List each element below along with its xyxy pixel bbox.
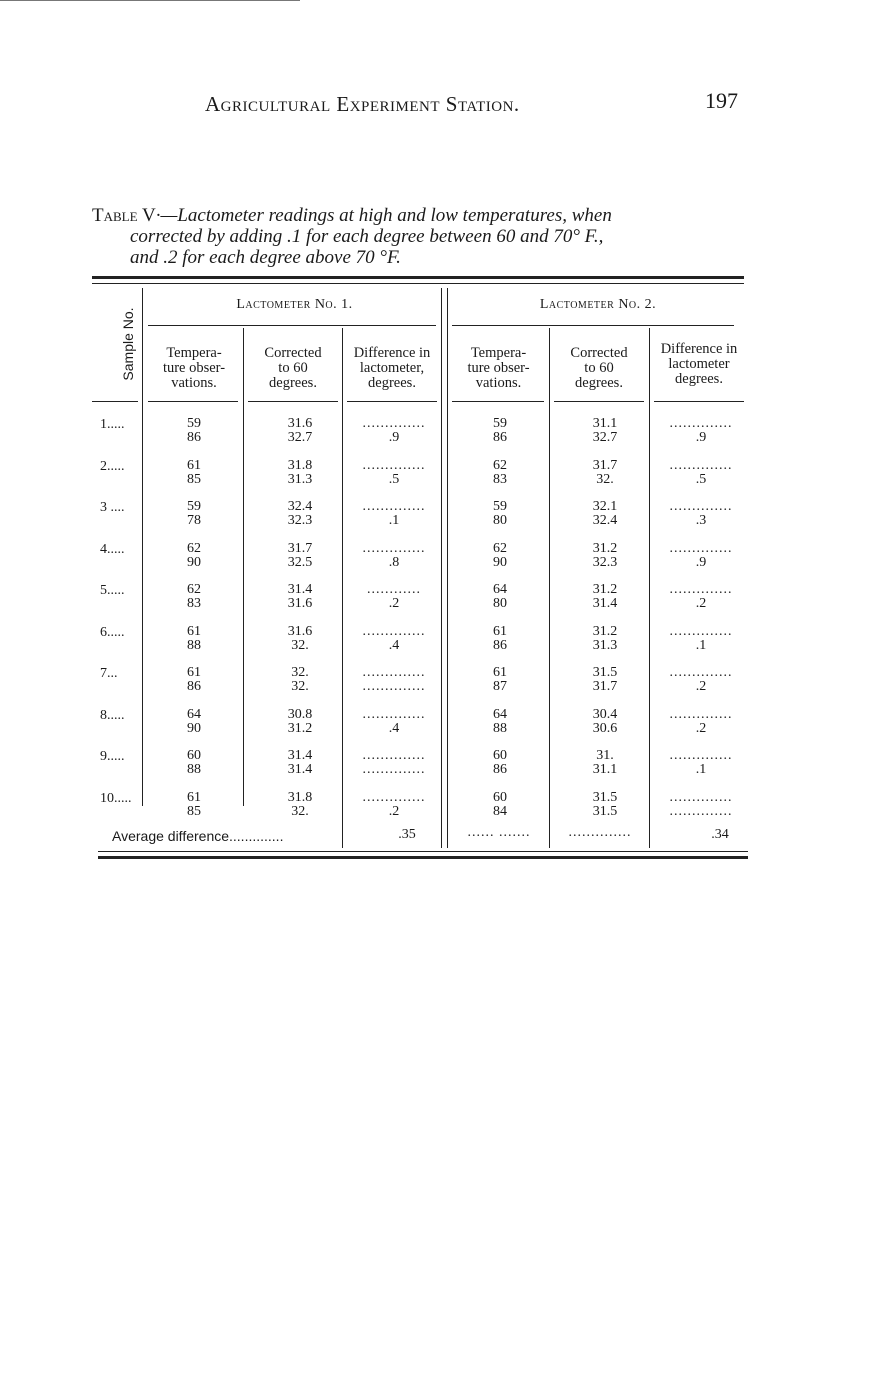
- col-header-line: vations.: [475, 375, 522, 391]
- temp-obs-2-value: 64: [493, 582, 507, 597]
- col-header-difference-1: [342, 346, 442, 391]
- temp-obs-2-value: 84: [493, 804, 507, 819]
- temp-obs-2-value: 64: [493, 707, 507, 722]
- corrected-1-value: 31.2: [287, 721, 313, 736]
- sample-number-label: 3 ....: [100, 500, 125, 515]
- col2-underline: [248, 401, 338, 402]
- group-header-lactometer-2: Lactometer No. 2.: [539, 297, 657, 312]
- difference-2-value: ..............: [669, 804, 733, 819]
- col-header-line: to 60: [278, 360, 308, 376]
- corrected-1-value: 31.4: [287, 762, 313, 777]
- col-header-line: lactometer,: [359, 360, 425, 376]
- difference-1-value: .4: [388, 638, 400, 653]
- col-header-corrected-2: [549, 346, 649, 391]
- corrected-1-value: 32.3: [287, 513, 313, 528]
- difference-2-value: .3: [695, 513, 707, 528]
- sample-number-label: 2.....: [100, 459, 125, 474]
- temp-obs-1-value: 59: [187, 499, 201, 514]
- temp-obs-2-value: 62: [493, 458, 507, 473]
- corrected-1-value: 32.: [291, 665, 309, 680]
- difference-1-value: ..............: [362, 679, 426, 694]
- caption-line-1: ·—Lactometer readings at high and low temperatures, when: [155, 205, 612, 226]
- corrected-2-value: 32.: [596, 472, 614, 487]
- corrected-2-value: 31.5: [592, 665, 618, 680]
- caption-line-3: and .2 for each degree above 70 °F.: [130, 247, 401, 268]
- group-1-underline: [148, 325, 436, 326]
- temp-obs-2-value: 83: [493, 472, 507, 487]
- corrected-2-value: 31.2: [592, 582, 618, 597]
- difference-2-value: .1: [695, 762, 707, 777]
- page-number: 197: [705, 88, 738, 113]
- corrected-2-value: 31.7: [592, 458, 618, 473]
- temp-obs-2-value: 80: [493, 513, 507, 528]
- temp-obs-2-value: 60: [493, 748, 507, 763]
- average-diff-2: .34: [711, 827, 729, 842]
- corrected-1-value: 31.6: [287, 624, 313, 639]
- temp-obs-1-value: 61: [187, 790, 201, 805]
- sample-number-label: 4.....: [100, 542, 125, 557]
- temp-obs-2-value: 87: [493, 679, 507, 694]
- difference-2-value: .2: [695, 596, 707, 611]
- difference-2-value: .9: [695, 430, 707, 445]
- difference-1-value: ..............: [362, 762, 426, 777]
- difference-2-value: .5: [695, 472, 707, 487]
- table-top-rule: [92, 276, 744, 279]
- difference-1-value: .1: [388, 513, 400, 528]
- col-header-line: degrees.: [269, 375, 317, 391]
- corrected-2-value: 31.7: [592, 679, 618, 694]
- stub-header-underline: [92, 401, 138, 402]
- difference-1-value: ..............: [362, 499, 426, 514]
- col-header-line: Tempera-: [470, 345, 527, 361]
- average-col4-dots: ...... .......: [467, 825, 531, 840]
- corrected-1-value: 31.6: [287, 416, 313, 431]
- group-header-lactometer-1: Lactometer No. 1.: [236, 297, 353, 312]
- caption-line-2: corrected by adding .1 for each degree between 60 and 70° F.,: [130, 226, 604, 247]
- sample-number-label: 8.....: [100, 708, 125, 723]
- col-header-line: degrees.: [368, 375, 416, 391]
- table-label: Table V: [92, 205, 156, 226]
- col-header-line: vations.: [171, 375, 217, 391]
- difference-2-value: ..............: [669, 707, 733, 722]
- difference-2-value: .9: [695, 555, 707, 570]
- sample-number-label: 1.....: [100, 417, 125, 432]
- sample-number-label: 7...: [100, 666, 118, 681]
- table-top-rule-thin: [92, 283, 744, 284]
- top-edge-rule: [0, 0, 300, 1]
- col4-underline: [452, 401, 544, 402]
- col-header-temp-1: [144, 346, 244, 391]
- col1-underline: [148, 401, 238, 402]
- sample-number-label: 6.....: [100, 625, 125, 640]
- corrected-2-value: 32.4: [592, 513, 618, 528]
- corrected-2-value: 31.1: [592, 416, 618, 431]
- col-header-line: Corrected: [264, 345, 322, 361]
- sample-number-label: 5.....: [100, 583, 125, 598]
- corrected-1-value: 31.7: [287, 541, 313, 556]
- temp-obs-2-value: 88: [493, 721, 507, 736]
- col-header-line: Tempera-: [166, 345, 222, 361]
- temp-obs-2-value: 61: [493, 624, 507, 639]
- col-header-line: degrees.: [675, 371, 723, 387]
- corrected-2-value: 31.: [596, 748, 614, 763]
- temp-obs-1-value: 61: [187, 624, 201, 639]
- difference-2-value: ..............: [669, 665, 733, 680]
- temp-obs-1-value: 78: [187, 513, 201, 528]
- temp-obs-2-value: 62: [493, 541, 507, 556]
- col-header-line: Difference in: [353, 345, 431, 361]
- corrected-2-value: 30.6: [592, 721, 618, 736]
- difference-2-value: ..............: [669, 748, 733, 763]
- corrected-1-value: 32.: [291, 804, 309, 819]
- difference-2-value: ..............: [669, 790, 733, 805]
- temp-obs-1-value: 88: [187, 762, 201, 777]
- average-diff-1: .35: [398, 827, 416, 842]
- temp-obs-1-value: 61: [187, 458, 201, 473]
- corrected-2-value: 32.7: [592, 430, 618, 445]
- temp-obs-1-value: 90: [187, 721, 201, 736]
- average-difference-label: Average difference..............: [112, 828, 284, 844]
- difference-1-value: .5: [388, 472, 400, 487]
- stub-header: Sample No.: [120, 307, 136, 381]
- corrected-1-value: 31.8: [287, 790, 313, 805]
- difference-2-value: ..............: [669, 499, 733, 514]
- col-header-line: degrees.: [575, 375, 623, 391]
- difference-1-value: ..............: [362, 748, 426, 763]
- col-header-line: lactometer: [668, 356, 730, 372]
- temp-obs-2-value: 90: [493, 555, 507, 570]
- difference-1-value: .9: [388, 430, 400, 445]
- difference-1-value: ..............: [362, 624, 426, 639]
- temp-obs-1-value: 60: [187, 748, 201, 763]
- temp-obs-1-value: 59: [187, 416, 201, 431]
- temp-obs-1-value: 86: [187, 430, 201, 445]
- difference-2-value: .2: [695, 721, 707, 736]
- temp-obs-2-value: 59: [493, 416, 507, 431]
- corrected-2-value: 31.3: [592, 638, 618, 653]
- temp-obs-2-value: 86: [493, 638, 507, 653]
- temp-obs-1-value: 62: [187, 541, 201, 556]
- corrected-2-value: 31.1: [592, 762, 618, 777]
- corrected-1-value: 31.4: [287, 748, 313, 763]
- difference-1-value: ..............: [362, 458, 426, 473]
- difference-2-value: ..............: [669, 624, 733, 639]
- col5-underline: [554, 401, 644, 402]
- corrected-2-value: 32.3: [592, 555, 618, 570]
- corrected-2-value: 31.2: [592, 541, 618, 556]
- corrected-1-value: 30.8: [287, 707, 313, 722]
- difference-1-value: ..............: [362, 541, 426, 556]
- group-2-underline: [452, 325, 734, 326]
- corrected-1-value: 32.7: [287, 430, 313, 445]
- temp-obs-1-value: 61: [187, 665, 201, 680]
- difference-2-value: ..............: [669, 582, 733, 597]
- col-header-temp-2: [448, 346, 549, 391]
- difference-1-value: ..............: [362, 665, 426, 680]
- difference-2-value: .2: [695, 679, 707, 694]
- temp-obs-2-value: 59: [493, 499, 507, 514]
- col-header-line: Difference in: [660, 341, 738, 357]
- table-caption: [92, 205, 752, 268]
- temp-obs-1-value: 62: [187, 582, 201, 597]
- corrected-1-value: 32.4: [287, 499, 313, 514]
- corrected-1-value: 31.4: [287, 582, 313, 597]
- difference-1-value: .2: [388, 804, 400, 819]
- temp-obs-2-value: 80: [493, 596, 507, 611]
- col-header-corrected-1: [243, 346, 343, 391]
- corrected-1-value: 31.3: [287, 472, 313, 487]
- difference-1-value: ..............: [362, 416, 426, 431]
- temp-obs-1-value: 86: [187, 679, 201, 694]
- temp-obs-2-value: 86: [493, 430, 507, 445]
- col-header-line: Corrected: [570, 345, 628, 361]
- corrected-1-value: 32.5: [287, 555, 313, 570]
- col-header-line: ture obser-: [467, 360, 530, 376]
- table-bottom-rule-thin: [98, 851, 748, 852]
- corrected-1-value: 31.6: [287, 596, 313, 611]
- difference-2-value: ..............: [669, 541, 733, 556]
- vline-stub: [142, 288, 143, 806]
- difference-1-value: ..............: [362, 790, 426, 805]
- difference-1-value: ............: [367, 582, 421, 597]
- temp-obs-2-value: 60: [493, 790, 507, 805]
- table-bottom-rule: [98, 856, 748, 859]
- difference-1-value: .8: [388, 555, 400, 570]
- corrected-2-value: 31.5: [592, 790, 618, 805]
- temp-obs-2-value: 86: [493, 762, 507, 777]
- corrected-1-value: 31.8: [287, 458, 313, 473]
- difference-2-value: .1: [695, 638, 707, 653]
- temp-obs-1-value: 64: [187, 707, 201, 722]
- temp-obs-1-value: 83: [187, 596, 201, 611]
- average-col5-dots: ..............: [568, 825, 632, 840]
- corrected-1-value: 32.: [291, 638, 309, 653]
- corrected-2-value: 30.4: [592, 707, 618, 722]
- temp-obs-1-value: 85: [187, 804, 201, 819]
- corrected-2-value: 31.2: [592, 624, 618, 639]
- col-header-line: to 60: [584, 360, 614, 376]
- temp-obs-1-value: 90: [187, 555, 201, 570]
- col3-underline: [347, 401, 437, 402]
- corrected-2-value: 31.4: [592, 596, 618, 611]
- temp-obs-2-value: 61: [493, 665, 507, 680]
- temp-obs-1-value: 88: [187, 638, 201, 653]
- difference-2-value: ..............: [669, 458, 733, 473]
- difference-1-value: .2: [388, 596, 400, 611]
- col-header-difference-2: [649, 342, 749, 387]
- corrected-2-value: 32.1: [592, 499, 618, 514]
- col6-underline: [654, 401, 744, 402]
- sample-number-label: 9.....: [100, 749, 125, 764]
- corrected-1-value: 32.: [291, 679, 309, 694]
- difference-1-value: .4: [388, 721, 400, 736]
- col-header-line: ture obser-: [162, 360, 226, 376]
- difference-2-value: ..............: [669, 416, 733, 431]
- corrected-2-value: 31.5: [592, 804, 618, 819]
- sample-number-label: 10.....: [100, 791, 132, 806]
- running-head-title: Agricultural Experiment Station.: [205, 92, 520, 116]
- temp-obs-1-value: 85: [187, 472, 201, 487]
- difference-1-value: ..............: [362, 707, 426, 722]
